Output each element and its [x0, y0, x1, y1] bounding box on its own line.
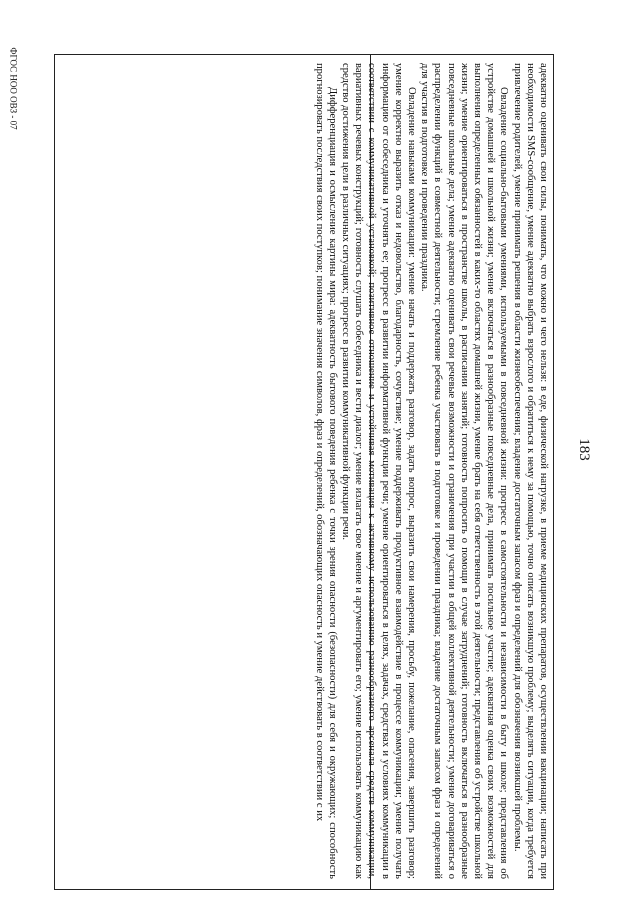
rotated-text-column — [54, 55, 556, 887]
paragraph-2: Овладение социально-бытовыми умениями, используемыми в повседневной жизни: прогресс в самостоятельности и независимости в быту и школе; представления об устройстве домашней и школьной жизни; умение включаться в разнообразные повседневные дела, принимать посильное участие; адекватная оценка своих возможностей для выполнения определенных обязанностей в каких-то областях домашней жизни, умение брать на себя ответственность в этой деятельности; представления об устройстве школьной жизни; умение ориентироваться в пространстве школы, в расписании занятий; готовность попросить о помощи в случае затруднений; готовность включаться в разнообразные повседневные школьные дела; умение адекватно оценивать свои речевые возможности и ограничения при участии в общей коллективной деятельности; умение договариваться о распределении функций в совместной деятельности; стремление ребенка участвовать в подготовке и проведении праздника; владение достаточным запасом фраз и определений для участия в подготовке и проведении праздника. — [419, 63, 510, 879]
paragraph-3: Овладение навыками коммуникации: умение начать и поддержать разговор, задать вопрос, выразить свои намерения, просьбу, пожелание, опасения, завершить разговор; умение корректно выразить отказ и недовольство, благодарность, сочувствие; умение поддерживать продуктивное взаимодействие в процессе коммуникации; умение получать информацию от собеседника и уточнять ее; прогресс в развитии информативной функции речи; умение ориентироваться в целях, задачах, средствах и условиях коммуникации в соответствии с коммуникативной установкой; позитивное отношение и устойчивая мотивация к активному использованию разнообразного арсенала средств коммуникации, вариативных речевых конструкций; готовность слушать собеседника и вести диалог; умение излагать свое мнение и аргументировать его; умение использовать коммуникацию как средство достижения цели в различных ситуациях; прогресс в развитии коммуникативной функции речи. — [339, 63, 417, 879]
document-table — [54, 54, 554, 890]
page-number: 183 — [575, 438, 592, 461]
paragraph-4: Дифференциация и осмысление картины мира: адекватность бытового поведения ребенка с точки зрения опасности (безопасности) для себя и окружающих; способность прогнозировать последствия своих поступков; понимание значения символов, фраз и определений, обозначающих опасность и умение действовать в соответствии с их — [313, 63, 338, 879]
paragraph-1: адекватно оценивать свои силы, понимать, что можно и чего нельзя: в еде, физической нагрузке, в приеме медицинских препаратов, осуществлении вакцинации; написать при необходимости SMS-сообщение, умение адекватно выбрать взрослого и обратиться к нему за помощью, точно описать возникшую проблему; выделять ситуации, когда требуется привлечение родителей, умение принимать решения в области жизнеобеспечения; владение достаточным запасом фраз и определений для обозначения возникшей проблемы. — [511, 63, 549, 879]
footer-code: ФГОС НОО ОВЗ - 07 — [8, 47, 19, 130]
